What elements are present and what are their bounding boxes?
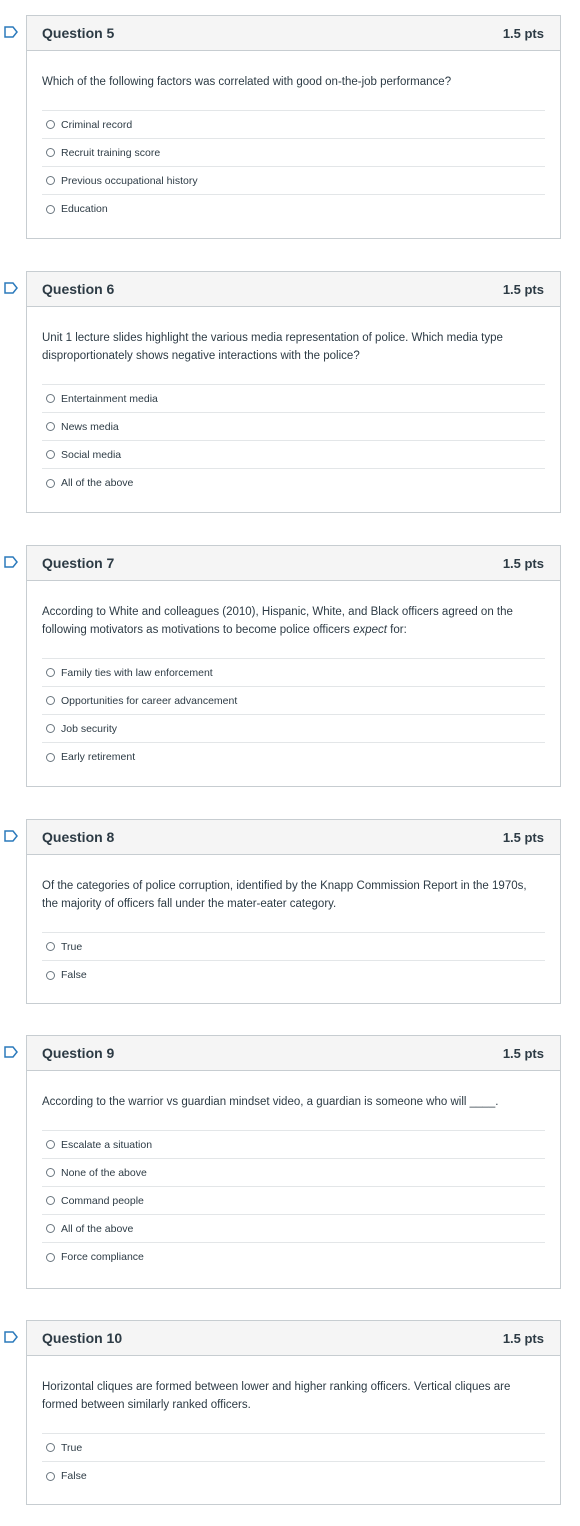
answer-list (42, 932, 545, 989)
question-header (27, 1036, 560, 1071)
answer-label: News media (61, 420, 119, 433)
flag-question-icon[interactable] (4, 26, 18, 38)
question-points: 1.5 pts (502, 25, 544, 41)
radio-button-icon[interactable] (46, 1140, 55, 1149)
radio-button-icon[interactable] (46, 942, 55, 951)
flag-question-icon[interactable] (4, 1331, 18, 1343)
answer-list (42, 1130, 545, 1271)
question-body (27, 1356, 560, 1504)
answer-option[interactable] (42, 1243, 545, 1271)
radio-button-icon[interactable] (46, 479, 55, 488)
question-text: Of the categories of police corruption, identified by the Knapp Commission Report in the 1970s, the majority of officers fall under the mater-eater category. (42, 880, 527, 910)
question-body (27, 581, 560, 785)
answer-option[interactable] (42, 469, 545, 497)
answer-label: Command people (61, 1194, 144, 1207)
flag-question-icon[interactable] (4, 830, 18, 842)
radio-button-icon[interactable] (46, 1253, 55, 1262)
question-text-emphasis: expect (353, 624, 387, 636)
question-text: Horizontal cliques are formed between lower and higher ranking officers. Vertical cliques are formed between similarly ranked officers. (42, 1381, 511, 1411)
answer-label: All of the above (61, 477, 134, 489)
question-9 (26, 1035, 561, 1289)
question-title: Question 8 (42, 829, 115, 845)
radio-button-icon[interactable] (46, 1443, 55, 1452)
answer-option[interactable] (42, 195, 545, 223)
question-points: 1.5 pts (502, 829, 544, 845)
answer-label: False (61, 1470, 87, 1482)
question-5 (26, 15, 561, 239)
question-title: Question 6 (42, 281, 115, 297)
answer-label: False (61, 969, 87, 981)
answer-label: Entertainment media (61, 392, 158, 405)
question-title: Question 5 (42, 25, 115, 41)
question-header (27, 546, 560, 581)
answer-label: Social media (61, 448, 122, 461)
radio-button-icon[interactable] (46, 1472, 55, 1481)
answer-option[interactable] (42, 1462, 545, 1490)
answer-option[interactable] (42, 167, 545, 195)
flag-question-icon[interactable] (4, 282, 18, 294)
question-body (27, 307, 560, 511)
answer-option[interactable] (42, 715, 545, 743)
flag-question-icon[interactable] (4, 556, 18, 568)
answer-list (42, 110, 545, 223)
answer-option[interactable] (42, 111, 545, 139)
radio-button-icon[interactable] (46, 120, 55, 129)
radio-button-icon[interactable] (46, 205, 55, 214)
answer-option[interactable] (42, 933, 545, 961)
answer-option[interactable] (42, 687, 545, 715)
answer-option[interactable] (42, 441, 545, 469)
question-header (27, 272, 560, 307)
answer-label: Criminal record (61, 118, 133, 131)
question-body (27, 1071, 560, 1285)
question-title: Question 10 (42, 1330, 123, 1346)
question-points: 1.5 pts (502, 281, 544, 297)
answer-option[interactable] (42, 961, 545, 989)
answer-label: Previous occupational history (61, 174, 198, 187)
question-text-end: for: (386, 624, 407, 636)
answer-label: All of the above (61, 1222, 134, 1235)
question-text: Which of the following factors was correlated with good on-the-job performance? (42, 76, 452, 88)
answer-label: True (61, 940, 83, 953)
answer-option[interactable] (42, 1131, 545, 1159)
answer-option[interactable] (42, 385, 545, 413)
question-7 (26, 545, 561, 787)
radio-button-icon[interactable] (46, 724, 55, 733)
answer-option[interactable] (42, 743, 545, 771)
radio-button-icon[interactable] (46, 971, 55, 980)
question-header (27, 1321, 560, 1356)
answer-label: Education (61, 203, 108, 215)
radio-button-icon[interactable] (46, 1196, 55, 1205)
answer-label: Escalate a situation (61, 1138, 153, 1151)
radio-button-icon[interactable] (46, 753, 55, 762)
answer-list (42, 658, 545, 771)
question-body (27, 51, 560, 237)
answer-option[interactable] (42, 139, 545, 167)
question-points: 1.5 pts (502, 555, 544, 571)
question-body (27, 855, 560, 1003)
question-text (42, 603, 545, 639)
answer-label: Family ties with law enforcement (61, 666, 213, 679)
radio-button-icon[interactable] (46, 394, 55, 403)
question-title: Question 7 (42, 555, 115, 571)
answer-option[interactable] (42, 1215, 545, 1243)
question-header (27, 16, 560, 51)
radio-button-icon[interactable] (46, 696, 55, 705)
answer-label: Job security (61, 722, 118, 735)
radio-button-icon[interactable] (46, 668, 55, 677)
answer-list (42, 1433, 545, 1490)
answer-label: Opportunities for career advancement (61, 694, 238, 707)
answer-label: Early retirement (61, 751, 136, 763)
radio-button-icon[interactable] (46, 450, 55, 459)
question-text-start: According to White and colleagues (2010), Hispanic, White, and Black officers agreed on the following motivators as motivations to become police officers (42, 606, 513, 636)
radio-button-icon[interactable] (46, 422, 55, 431)
flag-question-icon[interactable] (4, 1046, 18, 1058)
answer-list (42, 384, 545, 497)
question-title: Question 9 (42, 1045, 115, 1061)
answer-option[interactable] (42, 1159, 545, 1187)
answer-label: True (61, 1441, 83, 1454)
answer-label: Recruit training score (61, 146, 161, 159)
answer-label: Force compliance (61, 1251, 144, 1263)
radio-button-icon[interactable] (46, 1168, 55, 1177)
question-8 (26, 819, 561, 1004)
question-points: 1.5 pts (502, 1045, 544, 1061)
question-points: 1.5 pts (502, 1330, 544, 1346)
radio-button-icon[interactable] (46, 176, 55, 185)
radio-button-icon[interactable] (46, 1224, 55, 1233)
question-text: Unit 1 lecture slides highlight the various media representation of police. Which media type disproportionately shows negative interactions with the police? (42, 332, 503, 362)
answer-option[interactable] (42, 413, 545, 441)
answer-option[interactable] (42, 1434, 545, 1462)
answer-label: None of the above (61, 1166, 147, 1179)
question-10 (26, 1320, 561, 1505)
answer-option[interactable] (42, 659, 545, 687)
radio-button-icon[interactable] (46, 148, 55, 157)
question-header (27, 820, 560, 855)
question-6 (26, 271, 561, 513)
question-text: According to the warrior vs guardian mindset video, a guardian is someone who will ____. (42, 1096, 499, 1108)
answer-option[interactable] (42, 1187, 545, 1215)
